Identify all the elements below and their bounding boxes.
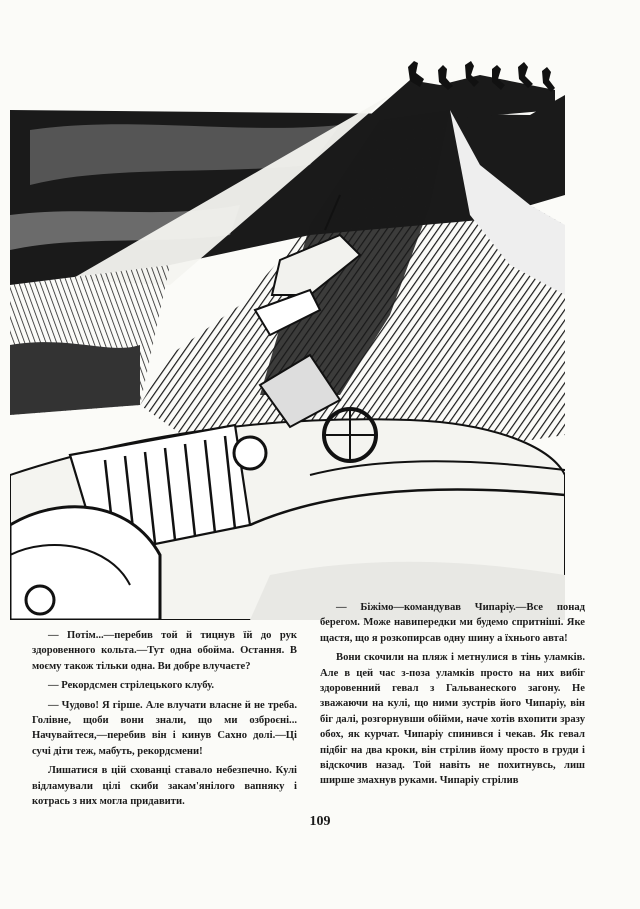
left-text-column bbox=[32, 628, 297, 809]
page-number: 109 bbox=[309, 814, 331, 829]
right-text-column bbox=[320, 600, 585, 789]
car-crash-illustration bbox=[10, 55, 565, 620]
paragraph: — Рекордсмен стрілецького клубу. bbox=[48, 680, 214, 692]
paragraph: Вони скочили на пляж і метнулися в тінь уламків. Але в цей час з-поза уламків просто на них вибіг здоровенний гевал з Гальванеского загону. Не зважаючи на кулі, що ними зустрів його Чипаріу, він біг далі, розгорнувши обійми, наче хотів вхопити зразу обох, як курчат. Чипаріу спинився і чекав. Як гевал підбіг на два кроки, він стрілив йому просто в груди і відскочив назад. Той навіть не похитнувсь, лиш ширше змахнув руками. Чипаріу стрілив bbox=[320, 652, 585, 787]
car-crash-illustration-icon bbox=[10, 55, 565, 620]
paragraph: — Біжімо—командував Чипаріу.—Все понад берегом. Може навипередки ми будемо спритніші. Яке щастя, що я розкопирсав одну шину а їхнього авта! bbox=[320, 602, 585, 644]
paragraph: — Чудово! Я гірше. Але влучати власне й не треба. Голівне, щоби вони знали, що ми озброєні... Начувайтеся,—перебив він і кинув Сахно долі.—Ці сучі діти теж, мабуть, рекордсмени! bbox=[32, 699, 297, 757]
paragraph: — Потім...—перебив той й тицнув їй до рук здоровенного кольта.—Тут одна обойма. Остання. В моєму також тільки одна. Ви добре влучаєте? bbox=[32, 630, 297, 672]
paragraph: Лишатися в цій схованці ставало небезпечно. Кулі відламували цілі скиби закам'янілого вапняку і котрась з них могла придавити. bbox=[32, 765, 297, 808]
